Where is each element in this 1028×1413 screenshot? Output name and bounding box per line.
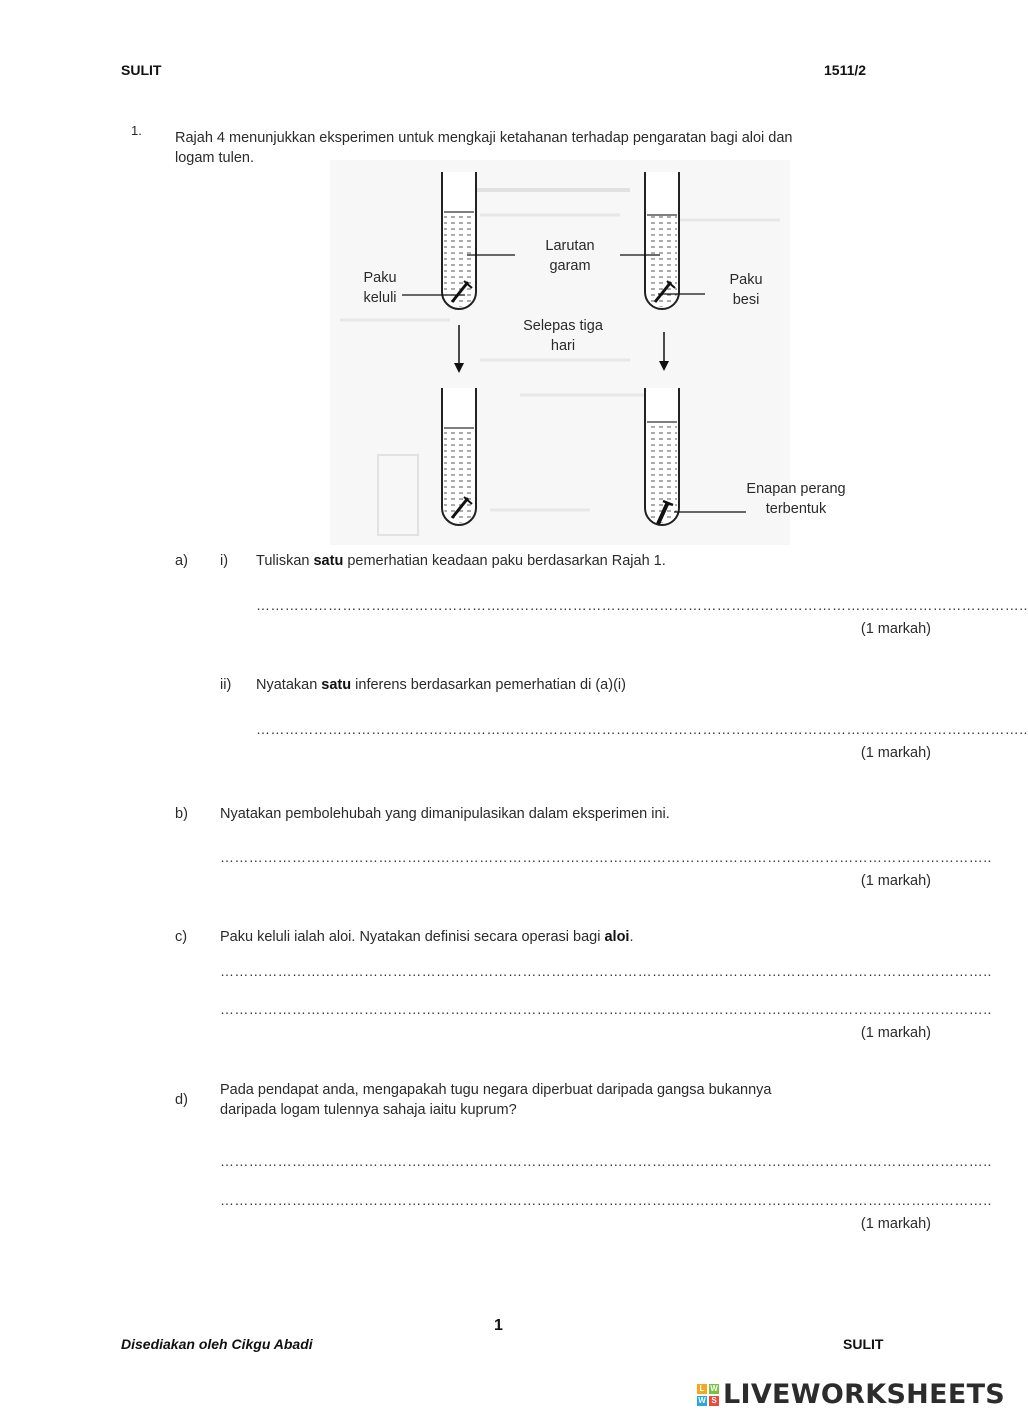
part-c-bold: aloi (604, 929, 630, 945)
liveworksheets-logo[interactable] (697, 1379, 1005, 1410)
label-selepas-tiga-hari (508, 316, 618, 356)
mark-a-i: (1 markah) (860, 621, 931, 637)
header-code: 1511/2 (824, 62, 867, 78)
part-a-i-text (256, 551, 666, 571)
part-a-ii-post: inferens berdasarkan pemerhatian di (a)(i) (351, 677, 626, 693)
footer-sulit: SULIT (843, 1336, 884, 1352)
label-larutan: Larutan (545, 238, 595, 254)
part-a-ii-text (256, 675, 626, 695)
footer-author: Disediakan oleh Cikgu Abadi (121, 1336, 313, 1352)
liveworksheets-logo-icon (697, 1384, 719, 1406)
part-a-i-number: i) (220, 553, 229, 569)
answer-line-d-1[interactable]: …………………………………………………………………………………………………………………………………………….. (220, 1153, 992, 1169)
logo-cell-3: W (698, 1395, 706, 1405)
part-d-line1: Pada pendapat anda, mengapakah tugu negara diperbuat daripada gangsa bukannya (220, 1082, 772, 1098)
label-garam: garam (549, 258, 591, 274)
part-a-i-pre: Tuliskan (256, 553, 314, 569)
label-hari: hari (550, 338, 576, 354)
label-besi: besi (732, 292, 760, 308)
part-a-ii-bold: satu (321, 677, 352, 693)
logo-cell-2: W (710, 1383, 718, 1393)
mark-c: (1 markah) (860, 1025, 931, 1041)
answer-line-d-2[interactable]: …………………………………………………………………………………………………………………………………………….. (220, 1192, 992, 1208)
label-paku-left: Paku (363, 270, 397, 286)
answer-line-c-2[interactable]: …………………………………………………………………………………………………………………………………………….. (220, 1001, 992, 1017)
part-a-ii-number: ii) (220, 677, 232, 693)
part-a-i-post: pemerhatian keadaan paku berdasarkan Rajah 1. (343, 553, 666, 569)
question-intro-line2: logam tulen. (175, 150, 254, 166)
page-number: 1 (494, 1317, 503, 1334)
label-larutan-garam (530, 236, 610, 276)
part-c-letter: c) (175, 929, 188, 945)
part-c-post: . (629, 929, 634, 945)
header-sulit: SULIT (121, 62, 162, 78)
part-d-letter: d) (175, 1092, 188, 1108)
mark-b: (1 markah) (860, 873, 931, 889)
label-terbentuk: terbentuk (765, 501, 827, 517)
question-intro-line1: Rajah 4 menunjukkan eksperimen untuk mengkaji ketahanan terhadap pengaratan bagi aloi dan (175, 130, 793, 146)
part-d-line2: daripada logam tulennya sahaja iaitu kuprum? (220, 1102, 517, 1118)
label-keluli: keluli (363, 290, 397, 306)
label-paku-besi (716, 270, 776, 310)
label-enapan: Enapan perang (746, 481, 846, 497)
part-a-i-bold: satu (313, 553, 344, 569)
answer-line-b[interactable]: …………………………………………………………………………………………………………………………………………….. (220, 849, 992, 865)
part-c-pre: Paku keluli ialah aloi. Nyatakan definisi secara operasi bagi (220, 929, 605, 945)
question-number: 1. (131, 123, 142, 138)
part-a-ii-pre: Nyatakan (256, 677, 322, 693)
answer-line-a-i[interactable]: …………………………………………………………………………………………………………………………………………….. (256, 597, 1028, 613)
part-c-text (220, 927, 634, 947)
label-selepas: Selepas tiga (523, 318, 603, 334)
part-b-letter: b) (175, 806, 188, 822)
part-d-text (220, 1080, 920, 1120)
liveworksheets-wordmark: LIVEWORKSHEETS (723, 1379, 1006, 1410)
logo-cell-1: L (697, 1384, 707, 1394)
part-a-letter: a) (175, 553, 188, 569)
answer-line-a-ii[interactable]: …………………………………………………………………………………………………………………………………………….. (256, 721, 1028, 737)
answer-line-c-1[interactable]: …………………………………………………………………………………………………………………………………………….. (220, 963, 992, 979)
label-paku-keluli (350, 268, 410, 308)
test-tube-bottom-left (442, 388, 476, 525)
test-tube-top-right (645, 172, 679, 309)
logo-cell-4: S (709, 1396, 719, 1406)
part-b-text: Nyatakan pembolehubah yang dimanipulasikan dalam eksperimen ini. (220, 806, 670, 822)
test-tube-bottom-right (645, 388, 679, 525)
test-tube-top-left (442, 172, 476, 309)
label-paku-right: Paku (729, 272, 763, 288)
mark-a-ii: (1 markah) (860, 745, 931, 761)
label-enapan-perang (730, 479, 862, 519)
mark-d: (1 markah) (860, 1216, 931, 1232)
